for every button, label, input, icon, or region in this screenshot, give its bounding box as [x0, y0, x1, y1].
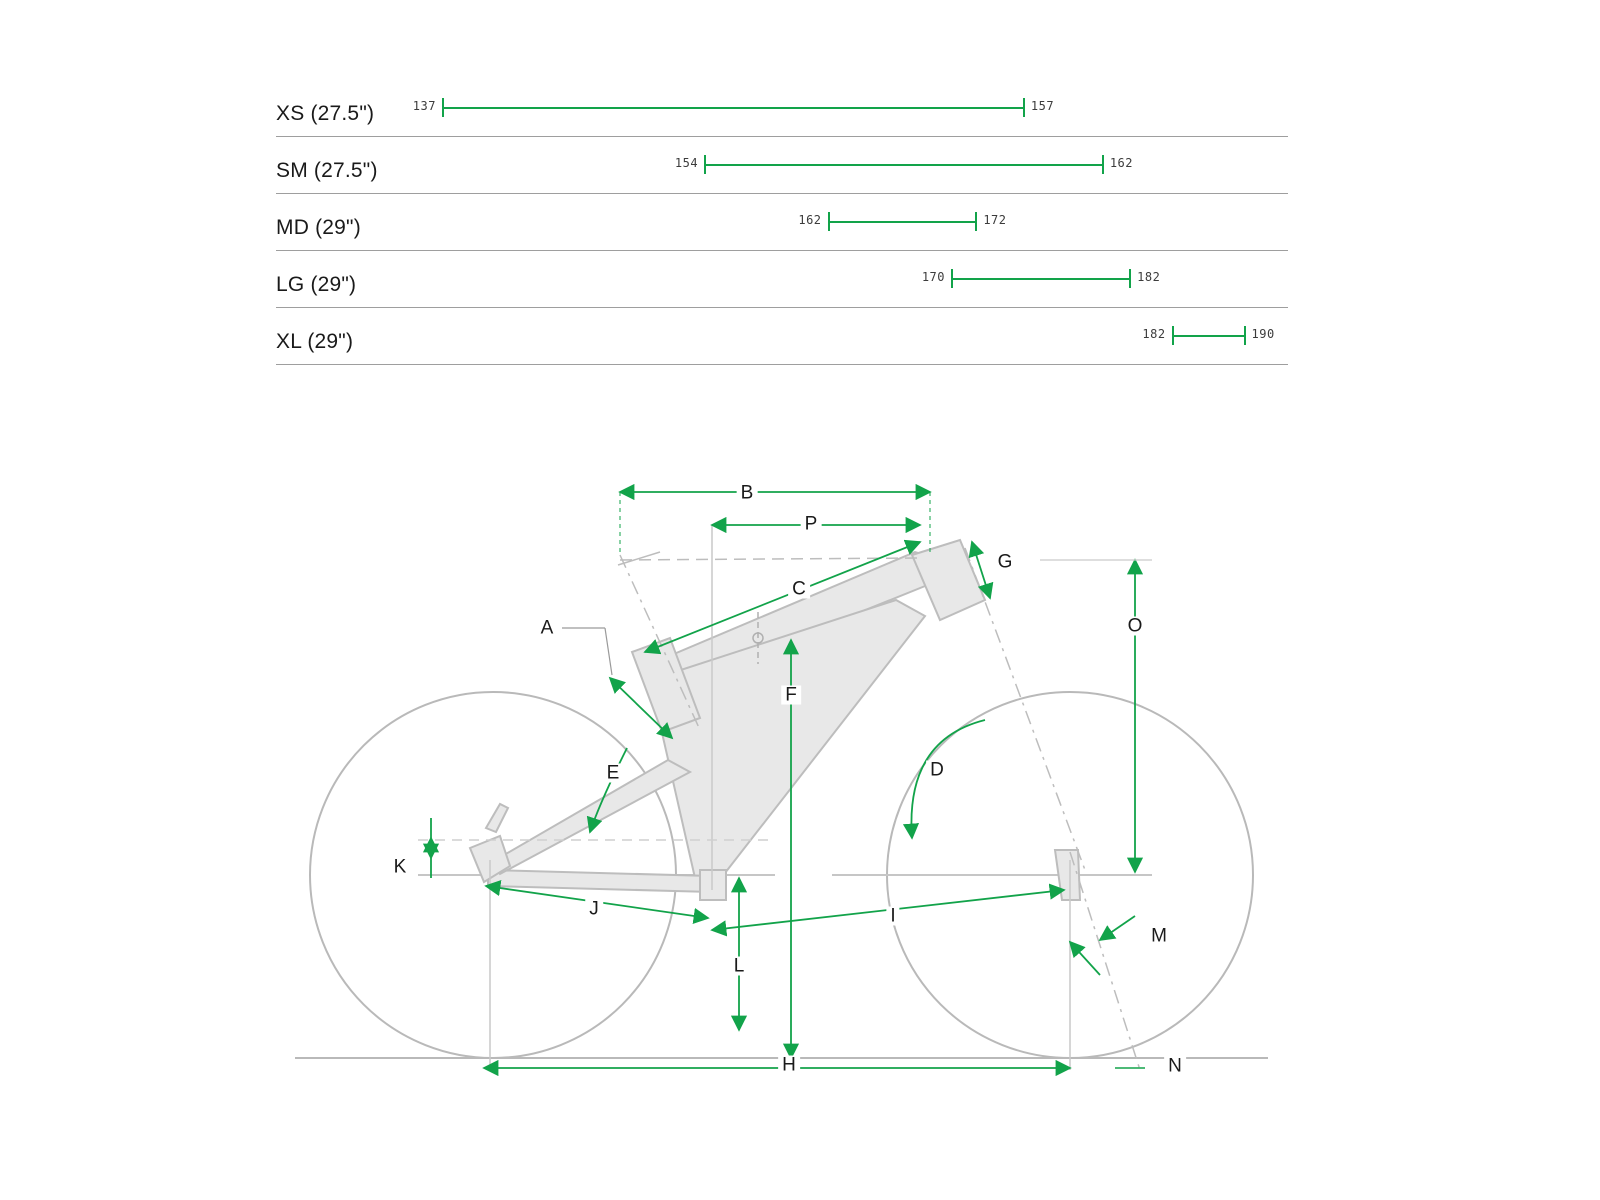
dim-A-leader2 — [605, 628, 612, 675]
range-cap-end — [1023, 98, 1025, 117]
dim-label-A: A — [537, 619, 558, 638]
seat-tube-axis — [965, 548, 1085, 870]
range-cap-start — [951, 269, 953, 288]
range-high-value: 182 — [1137, 270, 1161, 284]
rear-dropout — [1055, 850, 1080, 900]
size-range-bar — [674, 153, 1134, 175]
dim-label-J: J — [585, 900, 603, 919]
size-label: XS (27.5") — [276, 102, 375, 125]
range-cap-start — [828, 212, 830, 231]
dim-label-B: B — [737, 484, 758, 503]
rear-angle-line — [1070, 852, 1140, 1070]
range-cap-start — [442, 98, 444, 117]
dim-label-G: G — [994, 553, 1017, 572]
dim-label-L: L — [730, 957, 749, 976]
bottom-bracket — [700, 870, 726, 900]
dim-label-P: P — [801, 515, 822, 534]
dim-label-N: N — [1164, 1057, 1186, 1076]
bike-geometry-diagram — [0, 430, 1600, 1170]
range-line — [828, 221, 978, 223]
fork-crown — [486, 804, 508, 832]
size-label: LG (29") — [276, 273, 357, 296]
size-label: MD (29") — [276, 216, 361, 239]
range-high-value: 157 — [1030, 99, 1055, 113]
size-label: XL (29") — [276, 330, 354, 353]
range-cap-end — [1244, 326, 1246, 345]
range-high-value: 162 — [1109, 156, 1134, 170]
range-line — [442, 107, 1025, 109]
range-low-value: 162 — [798, 213, 822, 227]
size-range-bar — [921, 267, 1161, 289]
dim-label-K: K — [390, 858, 411, 877]
range-line — [1172, 335, 1246, 337]
range-cap-end — [1129, 269, 1131, 288]
size-row — [276, 194, 1288, 251]
range-low-value: 154 — [674, 156, 699, 170]
range-cap-start — [1172, 326, 1174, 345]
size-label: SM (27.5") — [276, 159, 378, 182]
size-row — [276, 251, 1288, 308]
size-range-bar — [1142, 324, 1275, 346]
dim-label-I: I — [886, 907, 899, 926]
dim-label-C: C — [788, 580, 810, 599]
head-top-extension — [618, 552, 660, 565]
size-range-bar — [412, 96, 1055, 118]
chainstay — [488, 870, 712, 892]
dim-label-D: D — [926, 761, 948, 780]
size-range-chart — [276, 80, 1288, 365]
range-line — [951, 278, 1131, 280]
range-high-value: 190 — [1251, 327, 1275, 341]
size-row — [276, 137, 1288, 194]
range-cap-end — [1102, 155, 1104, 174]
range-line — [704, 164, 1104, 166]
size-row — [276, 308, 1288, 365]
range-low-value: 182 — [1142, 327, 1166, 341]
size-row — [276, 80, 1288, 137]
dim-label-M: M — [1147, 927, 1171, 946]
range-high-value: 172 — [983, 213, 1007, 227]
geometry-svg — [0, 430, 1600, 1170]
dim-label-H: H — [778, 1056, 800, 1075]
dim-label-E: E — [603, 764, 624, 783]
dim-N — [1070, 942, 1100, 975]
range-cap-start — [704, 155, 706, 174]
range-cap-end — [975, 212, 977, 231]
dim-label-F: F — [781, 686, 801, 705]
size-range-bar — [798, 210, 1007, 232]
seat-tube-top — [912, 540, 985, 620]
dim-M — [1100, 916, 1135, 940]
dim-label-O: O — [1124, 617, 1147, 636]
seatstay — [492, 760, 690, 874]
range-low-value: 170 — [921, 270, 945, 284]
range-low-value: 137 — [412, 99, 436, 113]
